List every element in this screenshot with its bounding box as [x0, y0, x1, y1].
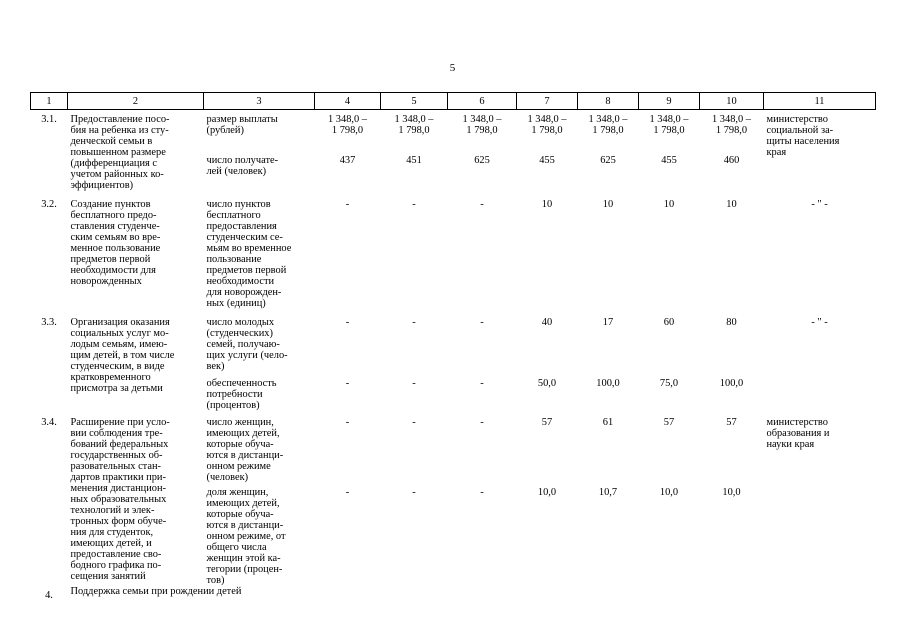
- indicator-value: 10: [663, 199, 675, 210]
- indicator-value: -: [480, 199, 484, 210]
- indicator-value: -: [480, 487, 484, 498]
- indicator-value: 10: [602, 199, 614, 210]
- indicator-value: 100,0: [596, 378, 620, 389]
- row-number: 3.1.: [41, 114, 57, 125]
- indicator-value: -: [412, 199, 416, 210]
- indicator-value: 57: [726, 417, 737, 428]
- column-header: 8: [578, 93, 639, 110]
- table-row: [31, 191, 876, 309]
- indicator-value: 1 348,0 – 1 798,0: [712, 114, 751, 136]
- indicator-value: 1 348,0 – 1 798,0: [328, 114, 367, 136]
- responsible-body: министерство социальной за- щиты населения края: [766, 114, 840, 158]
- indicator-value: 10,0: [722, 487, 741, 498]
- indicator-value: -: [412, 417, 416, 428]
- indicator-value: -: [345, 487, 350, 498]
- indicator-value: -: [412, 317, 416, 328]
- indicator-value: -: [480, 317, 484, 328]
- responsible-body: - " -: [811, 317, 828, 328]
- indicator-value: 625: [474, 155, 490, 167]
- indicator-value: 57: [541, 417, 553, 428]
- indicator-value: 455: [661, 155, 677, 167]
- indicator-value: 100,0: [719, 378, 744, 389]
- indicator-label: обеспеченность потребности (процентов): [206, 378, 277, 411]
- indicator-value: 80: [726, 317, 737, 328]
- section-row: [31, 586, 876, 601]
- indicator-value: 61: [602, 417, 614, 428]
- indicator-value: 10: [726, 199, 737, 210]
- measure-name: Расширение при усло- вии соблюдения тре- бований федеральных государственных об- разовательных стан- дартов практики при- менения дистанцион- ных образовательных технологий и элек- тронных форм обуче- ния для студенток, имеющих детей, и предоставление сво- бодного графика по- сещения занятий: [70, 417, 170, 582]
- header-row: [31, 93, 876, 110]
- indicator-value: 1 348,0 – 1 798,0: [649, 114, 689, 136]
- indicator-label: число женщин, имеющих детей, которые обуча- ются в дистанци- онном режиме (человек): [206, 417, 284, 483]
- section-title: Поддержка семьи при рождении детей: [70, 586, 242, 597]
- responsible-body: - " -: [811, 199, 828, 210]
- indicator-value: 1 348,0 – 1 798,0: [527, 114, 567, 136]
- indicator-label: доля женщин, имеющих детей, которые обуча- ются в дистанци- онном режиме, от общего числа женщин этой ка- тегории (процен- тов): [206, 487, 286, 586]
- column-header: 11: [764, 93, 876, 110]
- column-header: 2: [68, 93, 204, 110]
- indicator-value: 10: [541, 199, 553, 210]
- section-number: 4.: [45, 590, 53, 601]
- table-row: [31, 411, 876, 483]
- indicator-value: 75,0: [659, 378, 679, 389]
- indicator-value: 460: [723, 155, 740, 167]
- program-table: [30, 92, 876, 601]
- indicator-value: -: [480, 378, 484, 389]
- table-row: [31, 110, 876, 150]
- indicator-value: 17: [602, 317, 614, 328]
- indicator-value: 10,0: [537, 487, 557, 498]
- indicator-value: 625: [600, 155, 616, 167]
- indicator-value: 451: [406, 155, 422, 167]
- indicator-label: число молодых (студенческих) семей, получаю- щих услуги (чело- век): [206, 317, 288, 372]
- indicator-value: -: [480, 417, 484, 428]
- indicator-label: число пунктов бесплатного предоставления студенческим се- мьям во временное пользование предметов первой необходимости для новорожден- ных (единиц): [206, 199, 292, 309]
- column-header: 10: [700, 93, 764, 110]
- measure-name: Создание пунктов бесплатного предо- ставления студенче- ским семьям во вре- менное пользование предметов первой необходимости для новорожденных: [70, 199, 161, 287]
- column-header: 4: [315, 93, 381, 110]
- column-header: 3: [204, 93, 315, 110]
- column-header: 9: [639, 93, 700, 110]
- indicator-value: 10,7: [598, 487, 618, 498]
- page-number: 5: [449, 62, 456, 74]
- indicator-value: 437: [339, 155, 356, 167]
- indicator-value: 10,0: [659, 487, 679, 498]
- measure-name: Предоставление посо- бия на ребенка из сту- денческой семьи в повышенном размере (дифференциация с учетом районных ко- эффициентов): [70, 114, 170, 191]
- indicator-value: 1 348,0 – 1 798,0: [588, 114, 628, 136]
- indicator-value: -: [412, 487, 416, 498]
- column-header: 7: [517, 93, 578, 110]
- row-number: 3.2.: [41, 199, 57, 210]
- column-header: 1: [31, 93, 68, 110]
- indicator-label: размер выплаты (рублей): [206, 114, 278, 136]
- responsible-body: министерство образования и науки края: [766, 417, 830, 450]
- indicator-value: -: [345, 317, 350, 328]
- indicator-value: 60: [663, 317, 675, 328]
- indicator-value: 1 348,0 – 1 798,0: [394, 114, 434, 136]
- indicator-value: 455: [539, 155, 555, 167]
- indicator-value: -: [345, 417, 350, 428]
- row-number: 3.4.: [41, 417, 57, 428]
- indicator-value: -: [412, 378, 416, 389]
- indicator-value: -: [345, 378, 350, 389]
- indicator-value: 1 348,0 – 1 798,0: [462, 114, 502, 136]
- indicator-value: -: [345, 199, 350, 210]
- row-number: 3.3.: [41, 317, 57, 328]
- indicator-value: 57: [663, 417, 675, 428]
- indicator-value: 40: [541, 317, 553, 328]
- indicator-value: 50,0: [537, 378, 557, 389]
- table-row: [31, 309, 876, 372]
- column-header: 6: [448, 93, 517, 110]
- indicator-label: число получате- лей (человек): [206, 155, 279, 178]
- column-header: 5: [381, 93, 448, 110]
- measure-name: Организация оказания социальных услуг мо- лодым семьям, имею- щим детей, в том числе студенческим, в виде кратковременного присмотра за детьми: [70, 317, 175, 394]
